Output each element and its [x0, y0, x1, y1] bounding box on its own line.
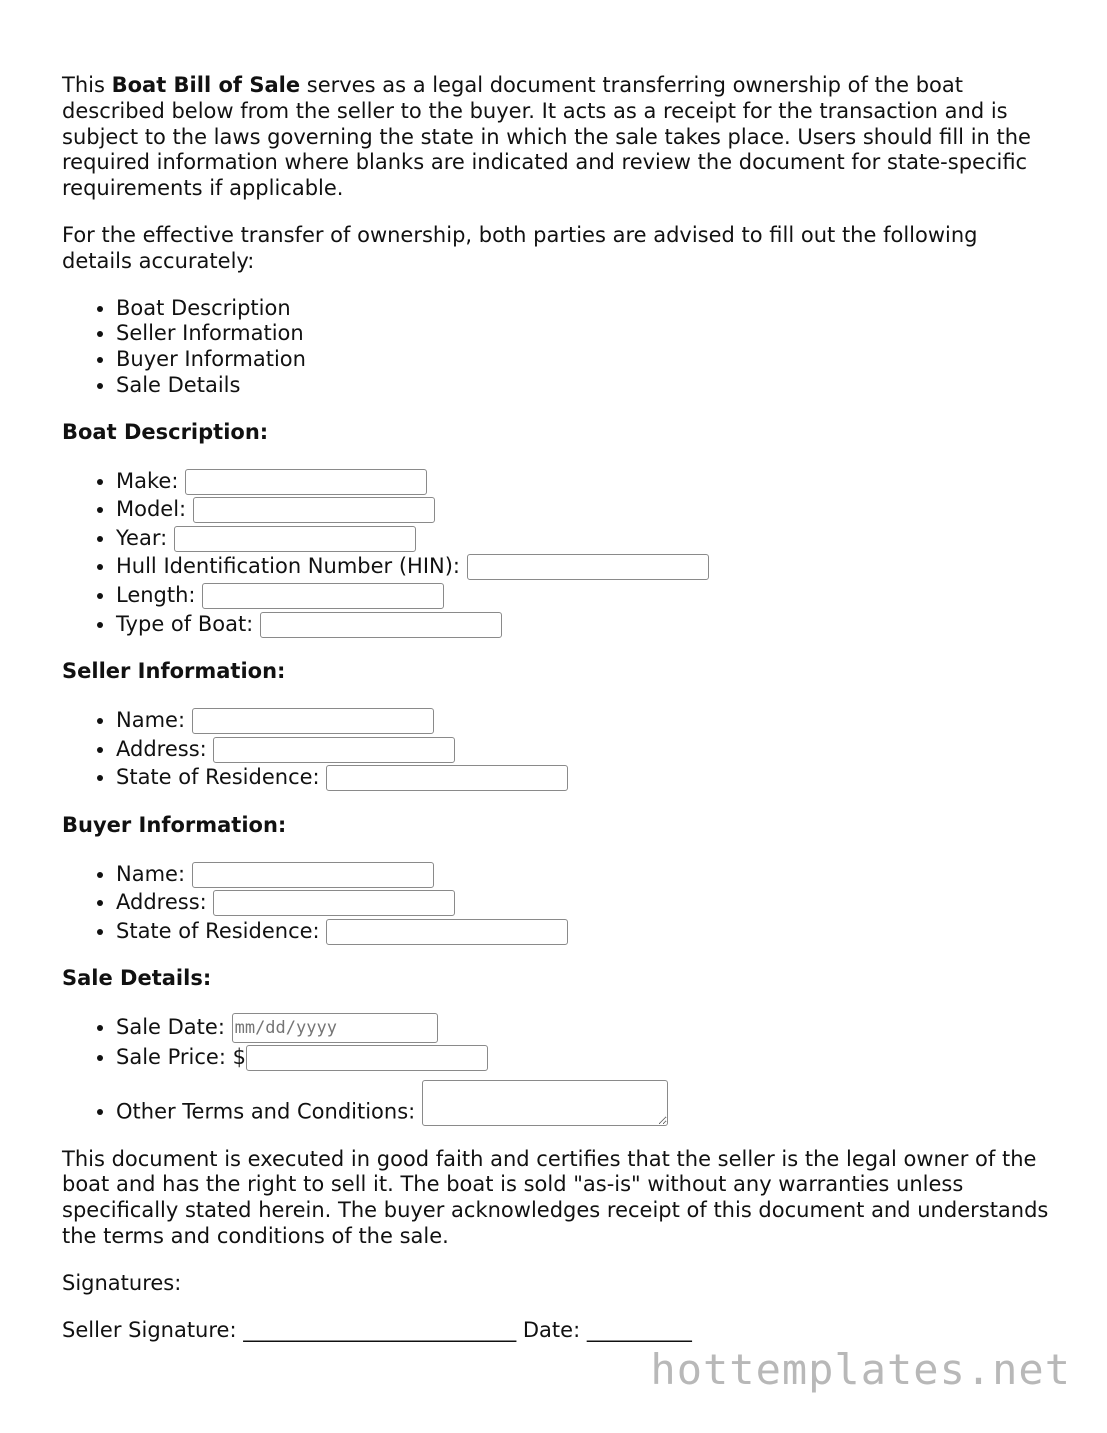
sale-details-heading: Sale Details: — [62, 966, 212, 991]
boat-hin-input[interactable] — [467, 554, 709, 580]
seller-signature-line: Seller Signature: __________________________ Date: __________ — [62, 1317, 692, 1342]
advice-paragraph: For the effective transfer of ownership, both parties are advised to fill out the following details accurately: — [62, 222, 978, 273]
seller-address-input[interactable] — [213, 737, 455, 763]
other-terms-textarea[interactable] — [422, 1080, 668, 1126]
buyer-information-list — [62, 860, 1052, 946]
buyer-name-item: • Name: — [116, 860, 1052, 889]
certification-paragraph: This document is executed in good faith and certifies that the seller is the legal owner of the boat and has the right to sell it. The boat is sold "as-is" without any warranties unless specifically stated herein. The buyer acknowledges receipt of this document and understands the terms and conditions of the sale. — [62, 1146, 1049, 1249]
buyer-address-input[interactable] — [213, 890, 455, 916]
seller-address-item: • Address: — [116, 735, 1052, 764]
sale-price-item: • Sale Price: $ — [116, 1043, 1052, 1072]
boat-type-item: • Type of Boat: — [116, 610, 1052, 639]
overview-list — [62, 296, 1052, 399]
boat-model-input[interactable] — [193, 497, 435, 523]
boat-hin-item: • Hull Identification Number (HIN): — [116, 552, 1052, 581]
list-item: • Sale Details — [116, 373, 1052, 399]
buyer-state-input[interactable] — [326, 919, 568, 945]
boat-model-item: • Model: — [116, 495, 1052, 524]
boat-type-input[interactable] — [260, 612, 502, 638]
list-item: • Boat Description — [116, 296, 1052, 322]
boat-make-input[interactable] — [185, 469, 427, 495]
sale-details-list — [62, 1013, 1052, 1126]
boat-make-item: • Make: — [116, 467, 1052, 496]
buyer-name-input[interactable] — [192, 862, 434, 888]
seller-information-heading: Seller Information: — [62, 659, 286, 684]
sale-price-input[interactable] — [246, 1045, 488, 1071]
boat-year-item: • Year: — [116, 524, 1052, 553]
other-terms-item: • Other Terms and Conditions: — [116, 1080, 1052, 1126]
sale-date-input[interactable] — [232, 1013, 438, 1043]
intro-paragraph: This Boat Bill of Sale serves as a legal document transferring ownership of the boat described below from the seller to the buyer. It acts as a receipt for the transaction and is subject to the laws governing the state in which the sale takes place. Users should fill in the required information where blanks are indicated and review the document for state-specific requirements if applicable. — [62, 73, 1031, 201]
buyer-address-item: • Address: — [116, 888, 1052, 917]
list-item: • Buyer Information — [116, 347, 1052, 373]
buyer-state-item: • State of Residence: — [116, 917, 1052, 946]
document-body — [62, 73, 1052, 1343]
boat-description-list — [62, 467, 1052, 639]
seller-name-item: • Name: — [116, 706, 1052, 735]
signatures-heading: Signatures: — [62, 1270, 182, 1295]
boat-length-input[interactable] — [202, 583, 444, 609]
boat-length-item: • Length: — [116, 581, 1052, 610]
boat-description-heading: Boat Description: — [62, 419, 269, 444]
sale-date-item: • Sale Date: mm/dd/yyyy — [116, 1013, 1052, 1043]
watermark: hottemplates.net — [650, 1345, 1071, 1394]
buyer-information-heading: Buyer Information: — [62, 812, 287, 837]
boat-year-input[interactable] — [174, 526, 416, 552]
seller-state-input[interactable] — [326, 765, 568, 791]
seller-name-input[interactable] — [192, 708, 434, 734]
list-item: • Seller Information — [116, 321, 1052, 347]
seller-information-list — [62, 706, 1052, 792]
document-title: Boat Bill of Sale — [111, 73, 301, 97]
seller-state-item: • State of Residence: — [116, 763, 1052, 792]
